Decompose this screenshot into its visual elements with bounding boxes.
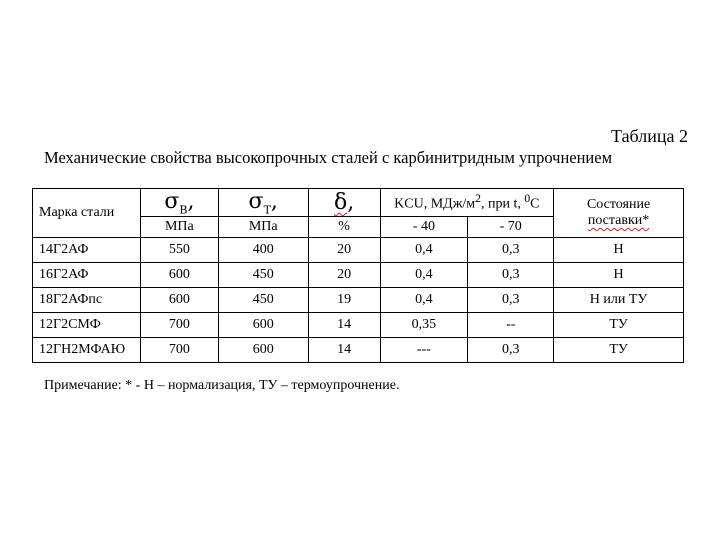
header-kcu-minus70: - 70: [468, 217, 554, 238]
table-row: [33, 338, 684, 363]
cell-grade: 12ГН2МФАЮ: [33, 338, 141, 363]
cell-sigma-b: 700: [140, 313, 218, 338]
cell-grade: 16Г2АФ: [33, 263, 141, 288]
header-state: Состояние поставки*: [554, 189, 684, 238]
header-kcu-minus40: - 40: [380, 217, 468, 238]
table-row: [33, 288, 684, 313]
cell-delta: 14: [308, 338, 380, 363]
cell-sigma-b: 700: [140, 338, 218, 363]
cell-kcu-minus70: --: [468, 313, 554, 338]
cell-kcu-minus40: 0,4: [380, 288, 468, 313]
cell-sigma-t: 450: [218, 263, 308, 288]
header-grade: Марка стали: [33, 189, 141, 238]
header-delta: [308, 189, 380, 217]
table-heading: Механические свойства высокопрочных сталей с карбинитридным упрочнением: [44, 148, 613, 167]
cell-sigma-b: 600: [140, 288, 218, 313]
cell-sigma-b: 600: [140, 263, 218, 288]
header-sigma-t: [218, 189, 308, 217]
sigma-t-symbol: $\sigma_Т$,: [248, 189, 278, 217]
cell-delta: 20: [308, 238, 380, 263]
cell-kcu-minus40: ---: [380, 338, 468, 363]
cell-sigma-t: 600: [218, 338, 308, 363]
header-sigma-b: [140, 189, 218, 217]
table-note: Примечание: * - Н – нормализация, ТУ – термоупрочнение.: [44, 378, 400, 393]
cell-state: Н: [554, 238, 684, 263]
cell-sigma-b: 550: [140, 238, 218, 263]
cell-kcu-minus40: 0,35: [380, 313, 468, 338]
cell-state: Н или ТУ: [554, 288, 684, 313]
cell-delta: 20: [308, 263, 380, 288]
table-row: [33, 238, 684, 263]
sigma-b-symbol: $\sigma_В$,: [164, 189, 195, 217]
cell-kcu-minus40: 0,4: [380, 263, 468, 288]
cell-grade: 14Г2АФ: [33, 238, 141, 263]
table-caption: Таблица 2: [611, 126, 688, 146]
header-sigma-t-unit: МПа: [218, 217, 308, 238]
cell-grade: 18Г2АФпс: [33, 288, 141, 313]
cell-sigma-t: 450: [218, 288, 308, 313]
table-row: [33, 263, 684, 288]
cell-state: ТУ: [554, 313, 684, 338]
cell-delta: 19: [308, 288, 380, 313]
cell-state: ТУ: [554, 338, 684, 363]
cell-grade: 12Г2СМФ: [33, 313, 141, 338]
header-delta-unit: %: [308, 217, 380, 238]
cell-state: Н: [554, 263, 684, 288]
table-row: [33, 313, 684, 338]
cell-kcu-minus70: 0,3: [468, 288, 554, 313]
cell-sigma-t: 600: [218, 313, 308, 338]
cell-kcu-minus40: 0,4: [380, 238, 468, 263]
cell-kcu-minus70: 0,3: [468, 263, 554, 288]
cell-sigma-t: 400: [218, 238, 308, 263]
delta-symbol: δ,: [333, 190, 355, 216]
cell-delta: 14: [308, 313, 380, 338]
cell-kcu-minus70: 0,3: [468, 238, 554, 263]
header-row: [33, 189, 684, 217]
cell-kcu-minus70: 0,3: [468, 338, 554, 363]
properties-table: [32, 188, 684, 363]
header-sigma-b-unit: МПа: [140, 217, 218, 238]
header-kcu: KCU, МДж/$м^2$, при t, $^0$C: [380, 189, 554, 217]
